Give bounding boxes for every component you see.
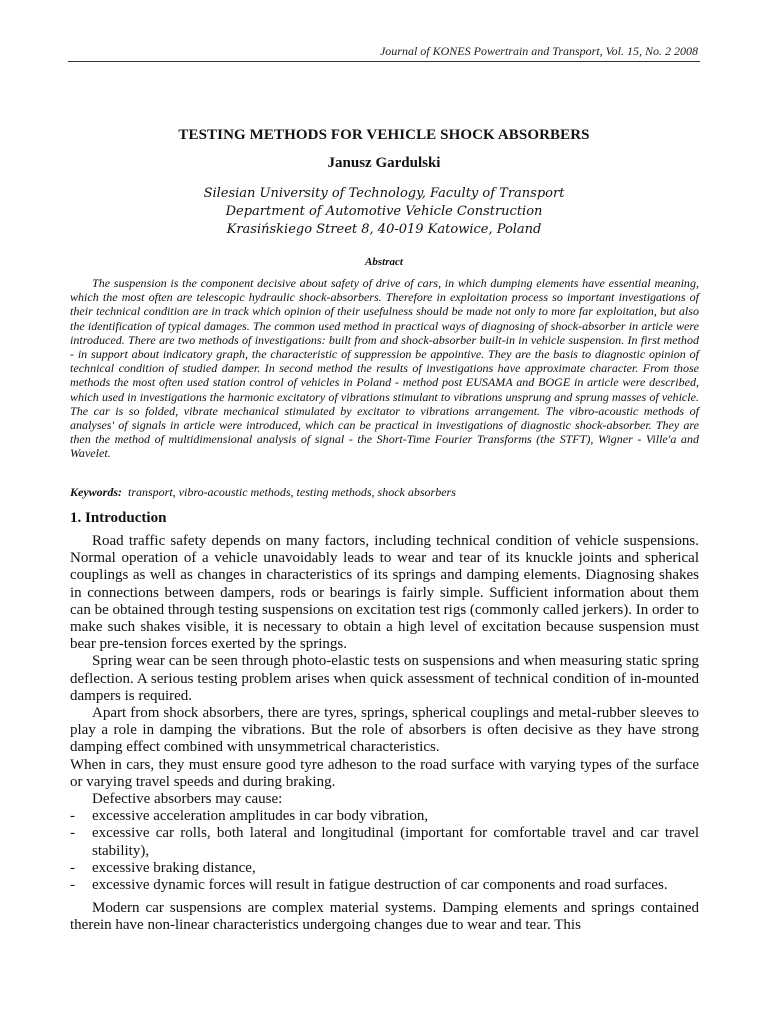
list-marker: - [70,859,75,876]
body-text [70,533,699,935]
list-marker: - [70,877,75,894]
paragraph: Spring wear can be seen through photo-elastic tests on suspensions and when measuring static spring deflection. A serious testing problem arises when quick assessment of technical condition of in-mounted dampers is required. [70,653,699,704]
list-item [70,860,699,877]
author-name: Janusz Gardulski [327,155,441,171]
keywords-label: Keywords: [70,485,122,499]
affiliation-line: Krasińskiego Street 8, 40-019 Katowice, Poland [226,222,542,237]
paragraph: Defective absorbers may cause: [92,791,283,808]
paragraph: Road traffic safety depends on many factors, including technical condition of vehicle suspensions. Normal operation of a vehicle unavoidably leads to wear and tear of its knuckle joints and spherical couplings as well as changes in characteristics of its springs and damping elements. Diagnosing shakes in connections between dampers, rods or bearings is fairly simple. Sufficient information about them can be obtained through testing suspensions on excitation test rigs (commonly called jerkers). In order to make such shakes visible, it is necessary to obtain a high level of excitation because suspension must bear pre-tension forces exerted by the springs. [70,533,700,653]
affiliation-line: Silesian University of Technology, Faculty of Transport [203,186,565,201]
paragraph: Apart from shock absorbers, there are tyres, springs, spherical couplings and metal-rubber sleeves to play a role in damping the vibrations. But the role of absorbers is often decisive as they have strong damping effect combined with unsymmetrical characteristics. [70,705,699,756]
header-rule [68,61,700,62]
running-head: Journal of KONES Powertrain and Transport, Vol. 15, No. 2 2008 [379,44,698,58]
defect-list [70,808,699,894]
list-item-text: excessive braking distance, [92,859,256,876]
list-item [70,825,699,859]
list-item-text: excessive dynamic forces will result in fatigue destruction of car components and road surfaces. [92,877,668,894]
paragraph: Modern car suspensions are complex material systems. Damping elements and springs contained therein have non-linear characteristics undergoing changes due to wear and tear. This [70,900,699,934]
abstract-heading: Abstract [365,256,403,268]
paper-title: TESTING METHODS FOR VEHICLE SHOCK ABSORBERS [178,127,590,143]
abstract-text: The suspension is the component decisive about safety of drive of cars, in which dumping elements have essential meaning, which the most often are telescopic hydraulic shock-absorbers. Therefore in exploitation process so important investigations of their technical condition are in track which opinion of their usefulness should be made not only to more far exploitation, but also the identification of typical damages. The common used method in practical ways of diagnosing of shock-absorber in article were introduced. There are two methods of investigations: built from and shock-absorber built-in in vehicle suspension. In first method - in support about indicatory graph, the characteristic of suppression be appointive. They are the basis to diagnostic opinion of technical condition of studied damper. In second method the results of investigations have approximate character. From those methods the most often used station control of vehicles in Poland - method post EUSAMA and BOGE in article were described, which used in investigations the harmonic excitatory of vibrations stimulant to vibrations unsprung and sprung masses of vehicle. The car is so folded, vibrate mechanical stimulated by excitator to vibrations arrangement. The vibro-acoustic methods of analyses' of signals in article were introduced, which can be practical in investigations of diagnostic shock-absorber. They are then the method of multidimensional analysis of signal - the Short-Time Fourier Transforms (the STFT), Wigner - Ville'a and Wavelet. [70,276,699,461]
keywords [70,485,699,500]
list-item-text: excessive acceleration amplitudes in car body vibration, [92,808,429,825]
list-item-text: excessive car rolls, both lateral and longitudinal (important for comfortable travel and car travel stability), [92,825,699,859]
list-item [70,877,699,894]
keywords-text: transport, vibro-acoustic methods, testing methods, shock absorbers [128,485,456,499]
section-heading: 1. Introduction [70,510,167,526]
list-item [70,808,699,825]
list-marker: - [70,808,75,825]
list-marker: - [70,825,75,842]
affiliation-line: Department of Automotive Vehicle Construction [225,204,543,219]
paragraph: When in cars, they must ensure good tyre adheson to the road surface with varying types of the surface or varying travel speeds and during braking. [70,756,699,790]
